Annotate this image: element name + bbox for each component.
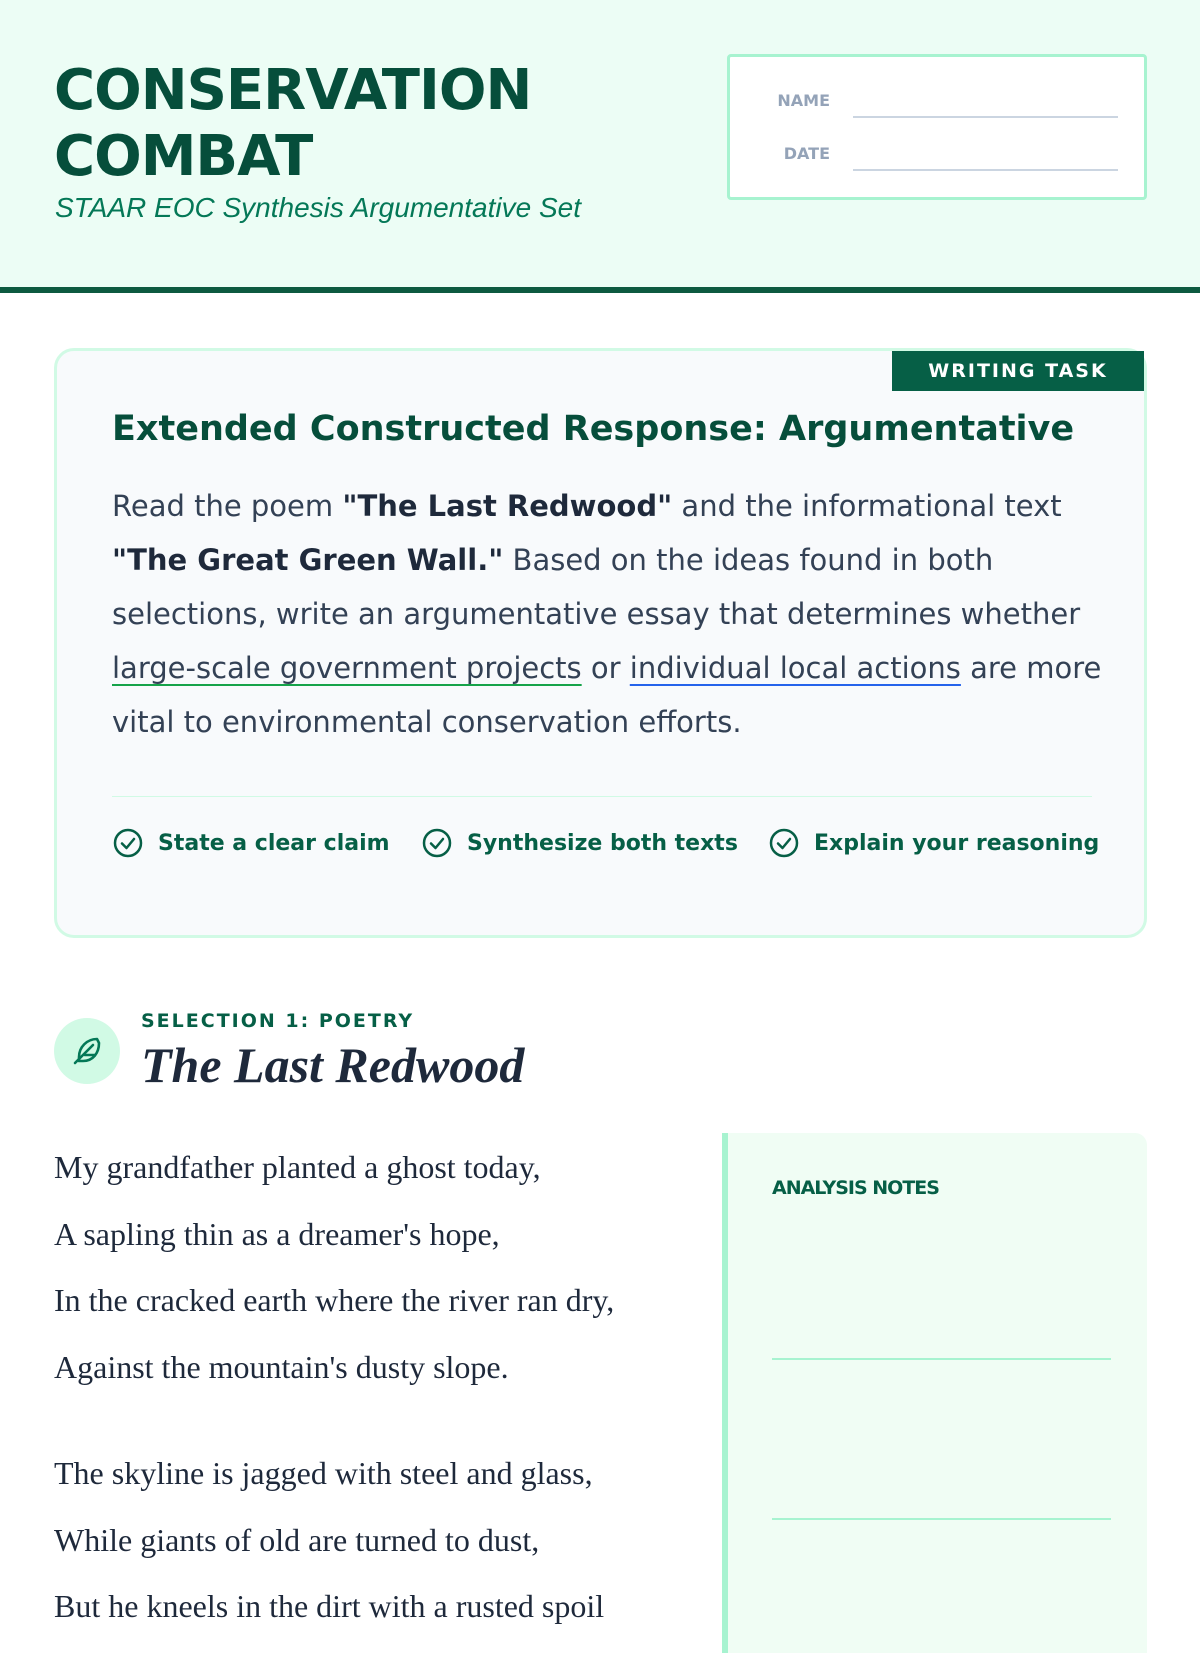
- title-line-2: COMBAT: [54, 124, 313, 189]
- feather-icon: [54, 1018, 120, 1084]
- note-line[interactable]: [772, 1518, 1111, 1520]
- stanza-gap: [54, 1408, 694, 1448]
- check-circle-icon: [768, 827, 800, 859]
- poem-text: [54, 1142, 694, 1648]
- prompt-text: or: [581, 651, 630, 685]
- prompt-text: are more vital to environmental conservation efforts.: [112, 651, 1102, 739]
- prompt-option-local: individual local actions: [629, 651, 961, 685]
- analysis-notes-label: ANALYSIS NOTES: [772, 1177, 939, 1199]
- worksheet-header: [0, 0, 1200, 293]
- prompt-text-title: "The Great Green Wall.": [112, 543, 504, 577]
- poem-line: My grandfather planted a ghost today,: [54, 1149, 541, 1185]
- writing-task-card: [54, 348, 1147, 938]
- check-circle-icon: [421, 827, 453, 859]
- prompt-poem-title: "The Last Redwood": [342, 489, 673, 523]
- checklist-label: Explain your reasoning: [814, 830, 1100, 856]
- prompt-text: Based on the ideas found in both selections, write an argumentative essay that determines whether: [112, 543, 1081, 631]
- selection-title: The Last Redwood: [141, 1037, 525, 1093]
- checklist-item-synthesize: [421, 826, 738, 860]
- poem-line: The skyline is jagged with steel and glass,: [54, 1455, 593, 1491]
- name-label: NAME: [777, 91, 830, 110]
- prompt-text: Read the poem: [112, 489, 343, 523]
- name-field[interactable]: [853, 116, 1118, 118]
- prompt-option-government: large-scale government projects: [112, 651, 582, 685]
- analysis-notes-panel: [722, 1133, 1147, 1653]
- task-heading: Extended Constructed Response: Argumentative: [112, 409, 1075, 449]
- name-date-box: [727, 54, 1147, 200]
- task-prompt: [112, 479, 1112, 749]
- poem-line: But he kneels in the dirt with a rusted spoil: [54, 1588, 605, 1624]
- worksheet-title: [54, 58, 531, 190]
- task-divider: [112, 796, 1092, 797]
- checklist-label: Synthesize both texts: [467, 830, 738, 856]
- checklist-item-reasoning: [768, 826, 1099, 860]
- title-line-1: CONSERVATION: [54, 58, 532, 123]
- checklist-item-claim: [112, 826, 390, 860]
- poem-line: A sapling thin as a dreamer's hope,: [54, 1215, 500, 1252]
- writing-task-badge: WRITING TASK: [892, 351, 1144, 391]
- check-circle-icon: [112, 827, 144, 859]
- poem-line: While giants of old are turned to dust,: [54, 1521, 540, 1558]
- prompt-text: and the informational text: [672, 489, 1062, 523]
- date-label: DATE: [783, 144, 830, 163]
- checklist-label: State a clear claim: [158, 830, 390, 856]
- poem-line: Against the mountain's dusty slope.: [54, 1348, 509, 1385]
- date-field[interactable]: [853, 169, 1118, 171]
- note-line[interactable]: [772, 1358, 1111, 1360]
- poem-line: In the cracked earth where the river ran dry,: [54, 1282, 615, 1318]
- selection-label: SELECTION 1: POETRY: [141, 1010, 415, 1032]
- worksheet-subtitle: STAAR EOC Synthesis Argumentative Set: [55, 192, 581, 223]
